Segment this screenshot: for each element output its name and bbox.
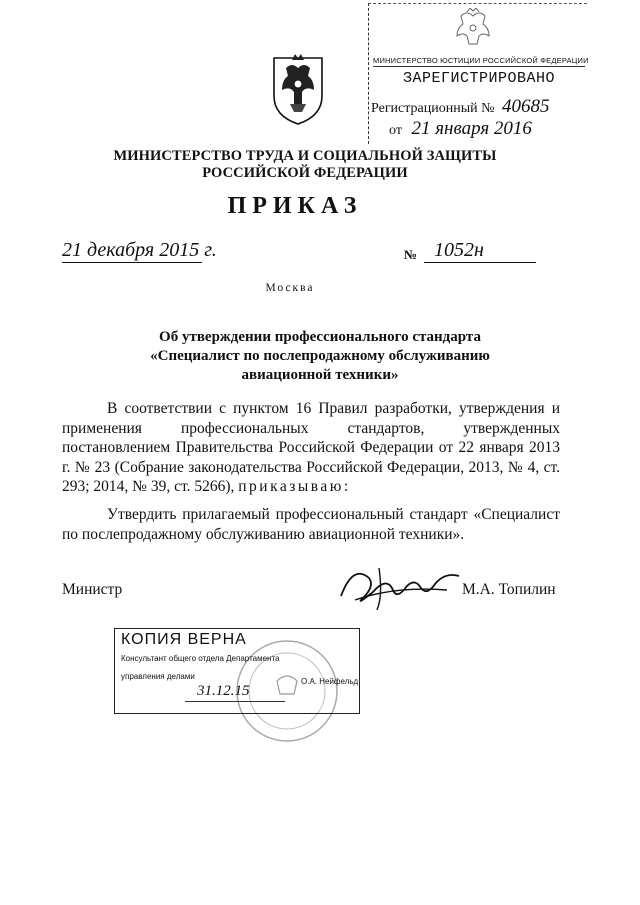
signer-title: Министр xyxy=(62,581,123,598)
copy-date: 31.12.15 xyxy=(197,683,250,699)
order-date: 21 декабря 2015 г. xyxy=(62,239,217,261)
registration-date-label: от xyxy=(389,123,402,138)
ministry-name xyxy=(100,148,510,182)
order-title-line3: авиационной техники» xyxy=(241,367,399,383)
coat-of-arms-emblem xyxy=(268,46,328,126)
body-paragraph-preamble xyxy=(62,399,560,497)
registration-ministry: МИНИСТЕРСТВО ЮСТИЦИИ РОССИЙСКОЙ ФЕДЕРАЦИИ xyxy=(373,56,589,65)
signer-name: М.А. Топилин xyxy=(462,581,556,598)
body-paragraph-approval: Утвердить прилагаемый профессиональный стандарт «Специалист по послепродажному обслуживанию авиационной техники». xyxy=(62,506,560,543)
order-number: 1052н xyxy=(424,238,536,263)
registration-date: 21 января 2016 xyxy=(411,118,532,139)
registration-date-row xyxy=(389,118,532,140)
ministry-name-line2: РОССИЙСКОЙ ФЕДЕРАЦИИ xyxy=(202,165,408,181)
registration-number-label: Регистрационный № xyxy=(371,101,495,116)
certified-copy-stamp xyxy=(114,628,360,714)
decree-word: приказываю: xyxy=(238,478,351,496)
document-type: ПРИКАЗ xyxy=(227,193,363,219)
registration-number-row xyxy=(371,96,550,118)
city: Москва xyxy=(265,282,315,294)
small-emblem-icon xyxy=(451,8,495,48)
copy-position-line1: Консультант общего отдела Департамента xyxy=(121,654,280,663)
order-number-label: № xyxy=(404,247,418,262)
order-title-line2: «Специалист по послепродажному обслуживанию xyxy=(150,348,490,364)
handwritten-signature xyxy=(335,556,465,618)
preamble-text: В соответствии с пунктом 16 Правил разработки, утверждения и применения профессиональных стандартов, утвержденных постановлением Правительства Российской Федерации от 22 января 2013 г. № 23 (Собрание законодательства Российской Федерации, 2013, № 4, ст. 293; 2014, № 39, ст. 5266), xyxy=(62,400,560,496)
copy-official-name: О.А. Нейфельд xyxy=(301,677,359,686)
ministry-name-line1: МИНИСТЕРСТВО ТРУДА И СОЦИАЛЬНОЙ ЗАЩИТЫ xyxy=(113,148,497,164)
order-title-line1: Об утверждении профессионального стандарта xyxy=(159,329,481,345)
order-title xyxy=(100,328,540,385)
registration-stamp xyxy=(368,3,587,144)
registration-number: 40685 xyxy=(502,96,550,117)
copy-date-underline xyxy=(185,701,285,702)
copy-position-line2: управления делами xyxy=(121,672,195,681)
registration-status: ЗАРЕГИСТРИРОВАНО xyxy=(402,70,556,87)
copy-label: КОПИЯ ВЕРНА xyxy=(121,631,247,648)
